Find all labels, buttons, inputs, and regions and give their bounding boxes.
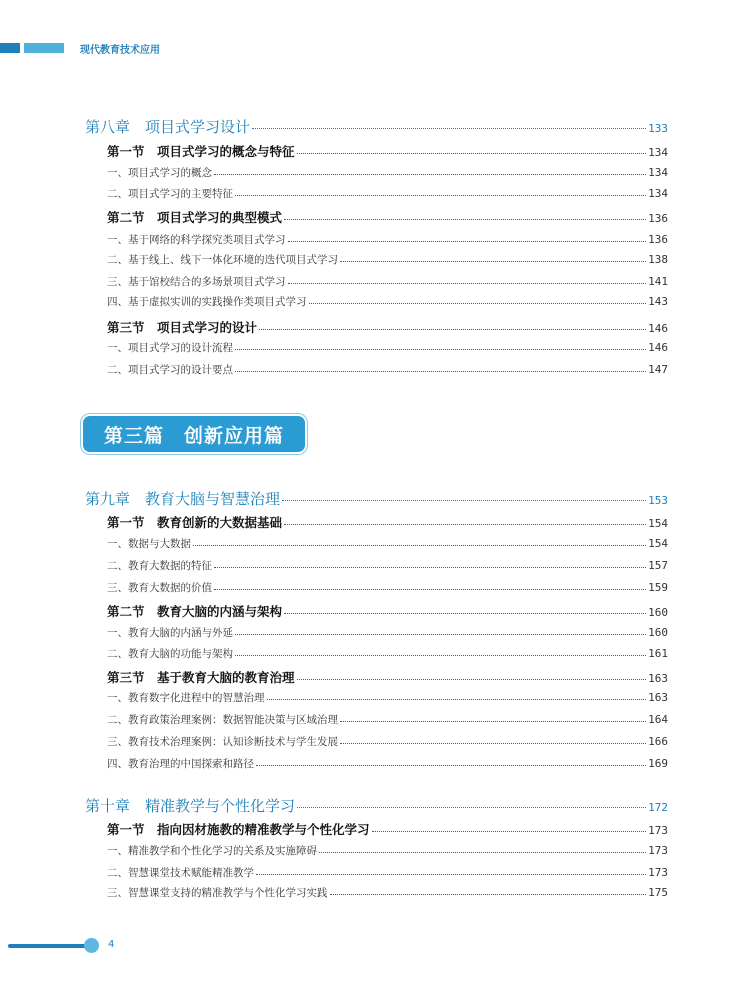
toc-chapter — [85, 116, 668, 137]
toc-leader-dots — [284, 613, 646, 614]
toc-leader-dots — [297, 679, 647, 680]
toc-item-label: 四、基于虚拟实训的实践操作类项目式学习 — [107, 296, 307, 308]
toc-page-number: 173 — [648, 824, 668, 837]
toc-section-label: 第一节 项目式学习的概念与特征 — [107, 144, 295, 159]
toc-page-number: 173 — [648, 866, 668, 879]
toc-section — [107, 142, 668, 160]
toc-page-number: 134 — [648, 146, 668, 159]
toc-page-number: 134 — [648, 166, 668, 179]
toc-item-label: 二、教育大脑的功能与架构 — [107, 648, 233, 660]
toc-item-label: 一、精准教学和个性化学习的关系及实施障碍 — [107, 845, 317, 857]
header-accent-bar-light — [24, 43, 64, 53]
toc-leader-dots — [372, 831, 647, 832]
toc-leader-dots — [235, 634, 646, 635]
running-header — [0, 43, 300, 56]
toc-leader-dots — [284, 524, 646, 525]
toc-page-number: 161 — [648, 647, 668, 660]
toc-leader-dots — [267, 699, 647, 700]
toc-item — [107, 558, 668, 573]
toc-item — [107, 843, 668, 858]
toc-page-number: 172 — [648, 801, 668, 814]
toc-item-label: 二、教育大数据的特征 — [107, 560, 212, 572]
toc-leader-dots — [235, 371, 646, 372]
toc-item-label: 三、教育大数据的价值 — [107, 582, 212, 594]
toc-page-number: 160 — [648, 626, 668, 639]
toc-page-number: 166 — [648, 735, 668, 748]
toc-item-label: 一、教育大脑的内涵与外延 — [107, 627, 233, 639]
toc-item-label: 二、项目式学习的设计要点 — [107, 364, 233, 376]
toc-leader-dots — [235, 195, 646, 196]
toc-chapter — [85, 795, 668, 816]
toc-leader-dots — [340, 743, 646, 744]
toc-leader-dots — [297, 153, 647, 154]
toc-leader-dots — [282, 500, 646, 501]
toc-item — [107, 646, 668, 661]
toc-leader-dots — [256, 765, 646, 766]
toc-leader-dots — [214, 174, 646, 175]
page-number: 4 — [108, 939, 115, 950]
book-title: 现代教育技术应用 — [80, 45, 160, 56]
toc-item — [107, 885, 668, 900]
toc-item — [107, 340, 668, 355]
toc-section — [107, 820, 668, 838]
toc-leader-dots — [340, 261, 646, 262]
toc-item — [107, 756, 668, 771]
toc-page-number: 143 — [648, 295, 668, 308]
toc-section-label: 第一节 教育创新的大数据基础 — [107, 515, 283, 530]
toc-item-label: 三、教育技术治理案例：认知诊断技术与学生发展 — [107, 736, 338, 748]
toc-item-label: 一、数据与大数据 — [107, 538, 191, 550]
toc-item-label: 三、智慧课堂支持的精准教学与个性化学习实践 — [107, 887, 328, 899]
toc-item — [107, 294, 668, 309]
toc-leader-dots — [297, 807, 646, 808]
toc-page-number: 146 — [648, 341, 668, 354]
toc-leader-dots — [284, 219, 646, 220]
toc-section-label: 第二节 项目式学习的典型模式 — [107, 210, 283, 225]
toc-page-number: 134 — [648, 187, 668, 200]
toc-item-label: 二、智慧课堂技术赋能精准教学 — [107, 867, 254, 879]
footer-dot — [84, 938, 99, 953]
toc-item — [107, 536, 668, 551]
toc-item-label: 一、项目式学习的概念 — [107, 167, 212, 179]
toc-page-number: 133 — [648, 122, 668, 135]
toc-item — [107, 186, 668, 201]
toc-section-label: 第三节 基于教育大脑的教育治理 — [107, 670, 295, 685]
toc-item-label: 四、教育治理的中国探索和路径 — [107, 758, 254, 770]
toc-page-number: 175 — [648, 886, 668, 899]
toc-section — [107, 602, 668, 620]
toc-page-number: 164 — [648, 713, 668, 726]
toc-leader-dots — [235, 655, 646, 656]
toc-leader-dots — [288, 241, 647, 242]
toc-item-label: 三、基于馆校结合的多场景项目式学习 — [107, 276, 286, 288]
toc-item-label: 一、教育数字化进程中的智慧治理 — [107, 692, 265, 704]
toc-section — [107, 318, 668, 336]
toc-leader-dots — [193, 545, 646, 546]
toc-leader-dots — [256, 874, 646, 875]
toc-leader-dots — [330, 894, 647, 895]
toc-leader-dots — [214, 589, 646, 590]
toc-item — [107, 274, 668, 289]
toc-leader-dots — [288, 283, 647, 284]
header-accent-bar-dark — [0, 43, 20, 53]
toc-page-number: 147 — [648, 363, 668, 376]
toc-leader-dots — [235, 349, 646, 350]
toc-page-number: 157 — [648, 559, 668, 572]
toc-section — [107, 513, 668, 531]
toc-page-number: 160 — [648, 606, 668, 619]
toc-leader-dots — [214, 567, 646, 568]
toc-item — [107, 690, 668, 705]
toc-item-label: 一、项目式学习的设计流程 — [107, 342, 233, 354]
toc-item — [107, 232, 668, 247]
toc-leader-dots — [340, 721, 646, 722]
toc-item — [107, 362, 668, 377]
toc-item — [107, 712, 668, 727]
toc-chapter — [85, 488, 668, 509]
toc-item — [107, 252, 668, 267]
toc-section-label: 第二节 教育大脑的内涵与架构 — [107, 604, 283, 619]
toc-item-label: 二、项目式学习的主要特征 — [107, 188, 233, 200]
toc-page-number: 163 — [648, 691, 668, 704]
toc-page-number: 159 — [648, 581, 668, 594]
toc-page-number: 173 — [648, 844, 668, 857]
toc-item-label: 二、教育政策治理案例：数据智能决策与区域治理 — [107, 714, 338, 726]
toc-leader-dots — [252, 128, 646, 129]
toc-item — [107, 580, 668, 595]
toc-item — [107, 734, 668, 749]
toc-item — [107, 865, 668, 880]
toc-page-number: 169 — [648, 757, 668, 770]
toc-item — [107, 165, 668, 180]
toc-leader-dots — [259, 329, 646, 330]
toc-page-number: 136 — [648, 212, 668, 225]
toc-page-number: 136 — [648, 233, 668, 246]
toc-section — [107, 208, 668, 226]
toc-item — [107, 625, 668, 640]
toc-chapter-label: 第十章 精准教学与个性化学习 — [85, 797, 296, 815]
footer-line — [8, 944, 90, 948]
toc-section — [107, 668, 668, 686]
toc-page-number: 141 — [648, 275, 668, 288]
toc-chapter-label: 第九章 教育大脑与智慧治理 — [85, 490, 281, 508]
toc-page-number: 138 — [648, 253, 668, 266]
part-banner — [83, 416, 305, 452]
toc-section-label: 第三节 项目式学习的设计 — [107, 320, 258, 335]
toc-leader-dots — [309, 303, 647, 304]
toc-item-label: 二、基于线上、线下一体化环境的迭代项目式学习 — [107, 254, 338, 266]
toc-page-number: 154 — [648, 537, 668, 550]
toc-section-label: 第一节 指向因材施教的精准教学与个性化学习 — [107, 822, 370, 837]
toc-page-number: 146 — [648, 322, 668, 335]
toc-page-number: 163 — [648, 672, 668, 685]
toc-page-number: 154 — [648, 517, 668, 530]
toc-page-number: 153 — [648, 494, 668, 507]
part-banner-text: 第三篇 创新应用篇 — [103, 424, 284, 447]
toc-chapter-label: 第八章 项目式学习设计 — [85, 118, 251, 136]
toc-item-label: 一、基于网络的科学探究类项目式学习 — [107, 234, 286, 246]
toc-leader-dots — [319, 852, 646, 853]
